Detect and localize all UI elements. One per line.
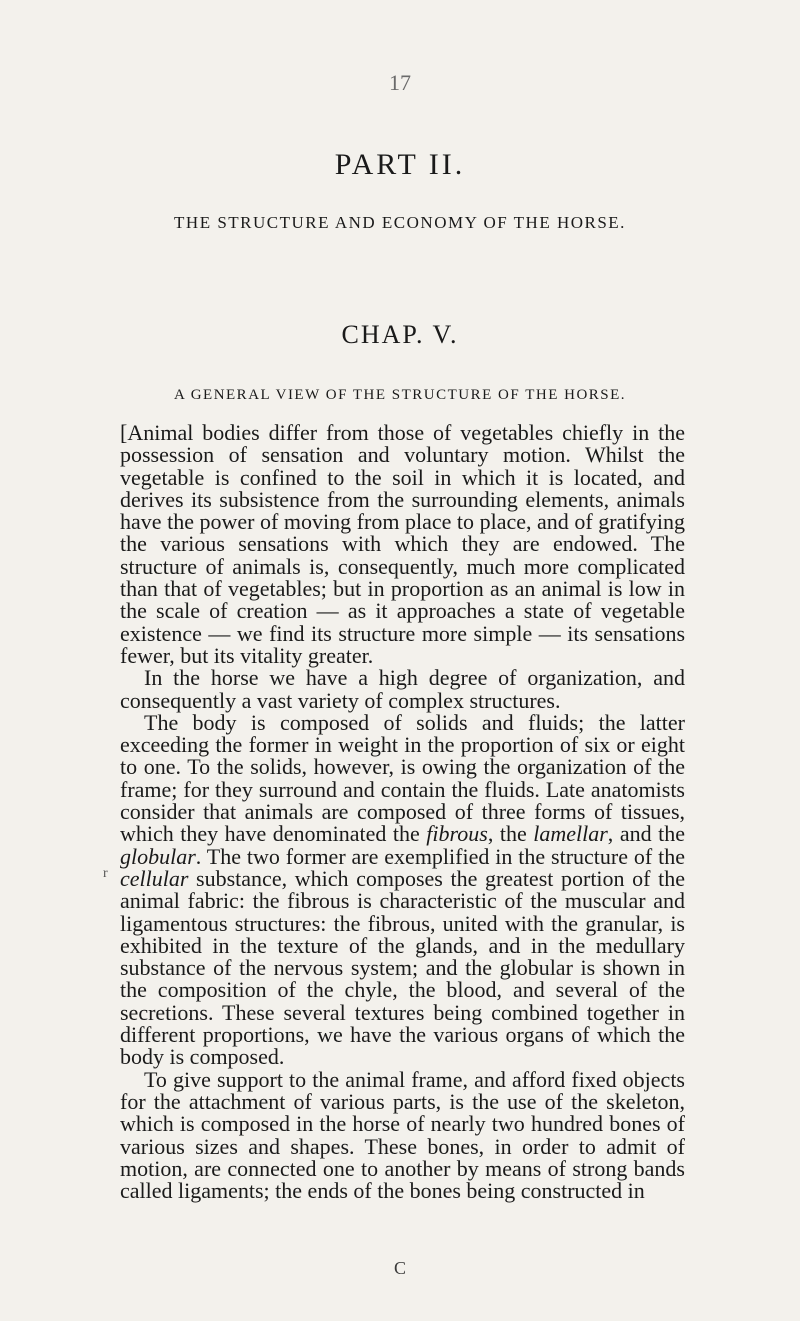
paragraph [120, 709, 685, 1070]
italic-term: cellular [120, 865, 189, 891]
italic-term: globular [120, 843, 196, 869]
paragraph [120, 1066, 685, 1204]
text-run: In the horse we have a high degree of organization, and consequently a vast variety of complex structures. [120, 665, 685, 713]
text-run: . The two former are exemplified in the structure of the [195, 843, 685, 869]
chapter-subtitle: A GENERAL VIEW OF THE STRUCTURE OF THE HORSE. [173, 387, 627, 403]
text-run: To give support to the animal frame, and afford fixed objects for the attachment of various parts, is the use of the skeleton, which is composed in the horse of nearly two hundred bones of various sizes and shapes. These bones, in order to admit of motion, are connected one to another by means of strong bands called ligaments; the ends of the bones being constructed in [120, 1066, 685, 1204]
italic-term: lamellar [533, 821, 608, 847]
page-number: 17 [389, 70, 411, 95]
text-run: , the [487, 821, 534, 847]
text-run: , and the [607, 821, 685, 847]
italic-term: fibrous [426, 821, 488, 847]
part-title: PART II. [334, 148, 466, 181]
text-run: The body is composed of solids and fluids; the latter exceeding the former in weight in the proportion of six or eight to one. To the solids, however, is owing the organization of the frame; for they surround and contain the fluids. Late anatomists consider that animals are composed of three forms of tissues, which they have denominated the [120, 709, 685, 847]
paragraph [120, 667, 685, 712]
text-run: [Animal bodies differ from those of vegetables chiefly in the possession of sensation and voluntary motion. Whilst the vegetable is confined to the soil in which it is located, and derives its subsistence from the surrounding elements, animals have the power of moving from place to place, and of gratifying the various sensations with which they are endowed. The structure of animals is, consequently, much more complicated than that of vegetables; but in proportion as an animal is low in the scale of creation — as it approaches a state of vegetable existence — we find its structure more simple — its sensations fewer, but its vitality greater. [120, 420, 685, 668]
text-run: substance, which composes the greatest portion of the animal fabric: the fibrous is characteristic of the muscular and ligamentous structures: the fibrous, united with the granular, is exhibited in the texture of the glands, and in the medullary substance of the nervous system; and the globular is shown in the composition of the chyle, the blood, and several of the secretions. These several textures being combined together in different proportions, we have the various organs of which the body is composed. [120, 865, 685, 1070]
body-text [120, 422, 685, 1202]
signature-mark: C [393, 1258, 406, 1278]
chapter-title: CHAP. V. [341, 320, 459, 349]
margin-mark: r [103, 866, 108, 881]
paragraph [120, 422, 685, 667]
part-subtitle: THE STRUCTURE AND ECONOMY OF THE HORSE. [174, 213, 626, 232]
